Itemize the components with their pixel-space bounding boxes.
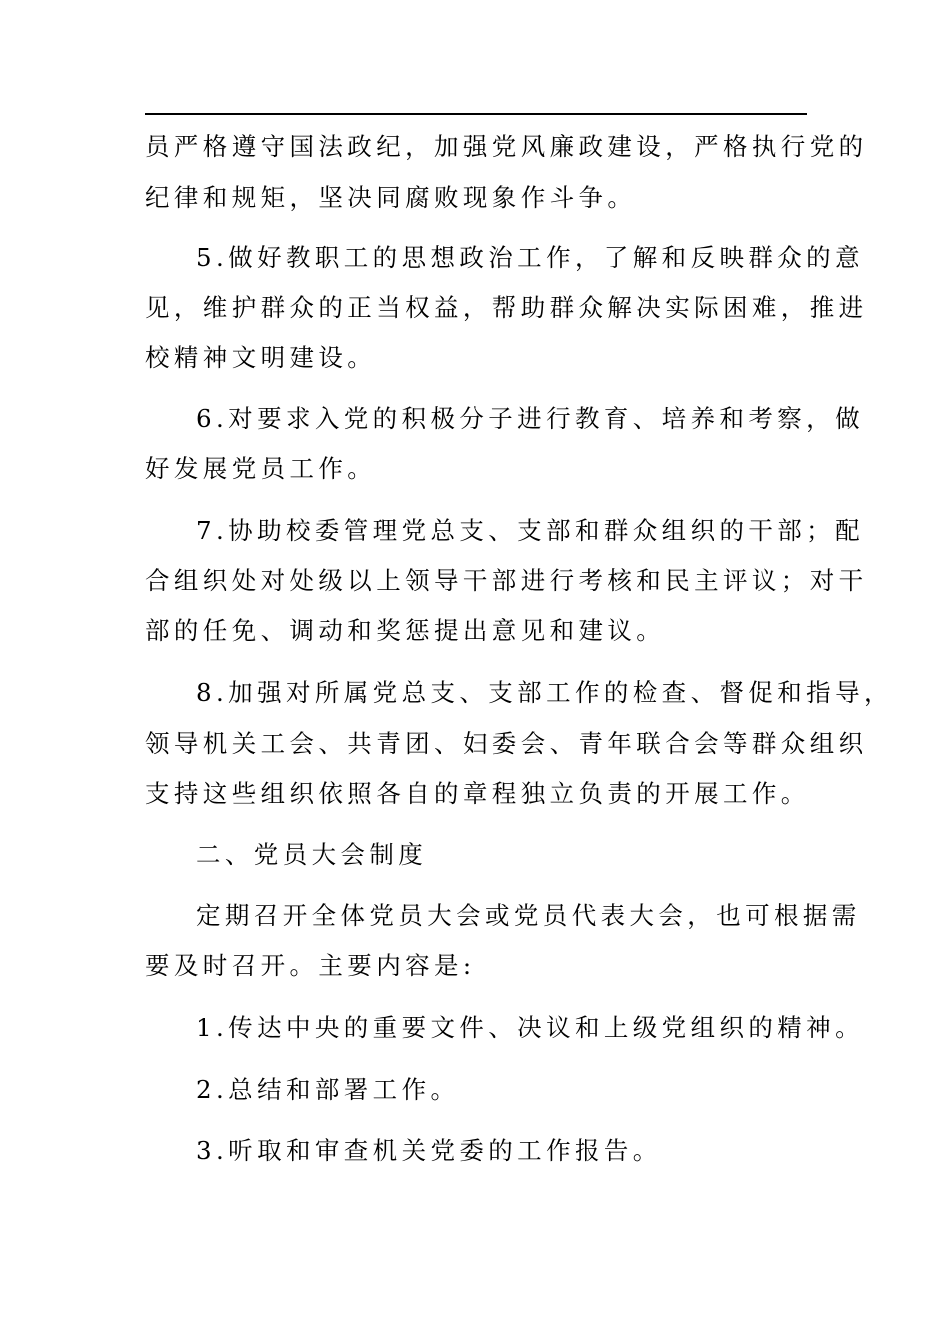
text-line: 支持这些组织依照各自的章程独立负责的开展工作。 — [145, 779, 810, 808]
text-line: 纪律和规矩，坚决同腐败现象作斗争。 — [145, 183, 637, 212]
text-line: 好发展党员工作。 — [145, 454, 377, 483]
text-line: 见，维护群众的正当权益，帮助群众解决实际困难，推进 — [145, 293, 868, 322]
text-line: 要及时召开。主要内容是: — [145, 951, 476, 980]
list-item-2: 2.总结和部署工作。 — [196, 1075, 460, 1104]
paragraph: 定期召开全体党员大会或党员代表大会，也可根据需 — [196, 901, 861, 930]
text-line: 合组织处对处级以上领导干部进行考核和民主评议；对干 — [145, 566, 868, 595]
text-line: 员严格遵守国法政纪，加强党风廉政建设，严格执行党的 — [145, 132, 868, 161]
text-line: 校精神文明建设。 — [145, 343, 377, 372]
header-rule — [145, 113, 807, 115]
list-item-6: 6.对要求入党的积极分子进行教育、培养和考察，做 — [196, 404, 864, 433]
list-item-1: 1.传达中央的重要文件、决议和上级党组织的精神。 — [196, 1013, 864, 1042]
text-line: 领导机关工会、共青团、妇委会、青年联合会等群众组织 — [145, 729, 868, 758]
list-item-7: 7.协助校委管理党总支、支部和群众组织的干部；配 — [196, 516, 864, 545]
list-item-8: 8.加强对所属党总支、支部工作的检查、督促和指导， — [196, 678, 893, 707]
list-item-3: 3.听取和审查机关党委的工作报告。 — [196, 1136, 662, 1165]
list-item-5: 5.做好教职工的思想政治工作，了解和反映群众的意 — [196, 243, 864, 272]
section-heading: 二、党员大会制度 — [196, 840, 428, 869]
text-line: 部的任免、调动和奖惩提出意见和建议。 — [145, 616, 666, 645]
